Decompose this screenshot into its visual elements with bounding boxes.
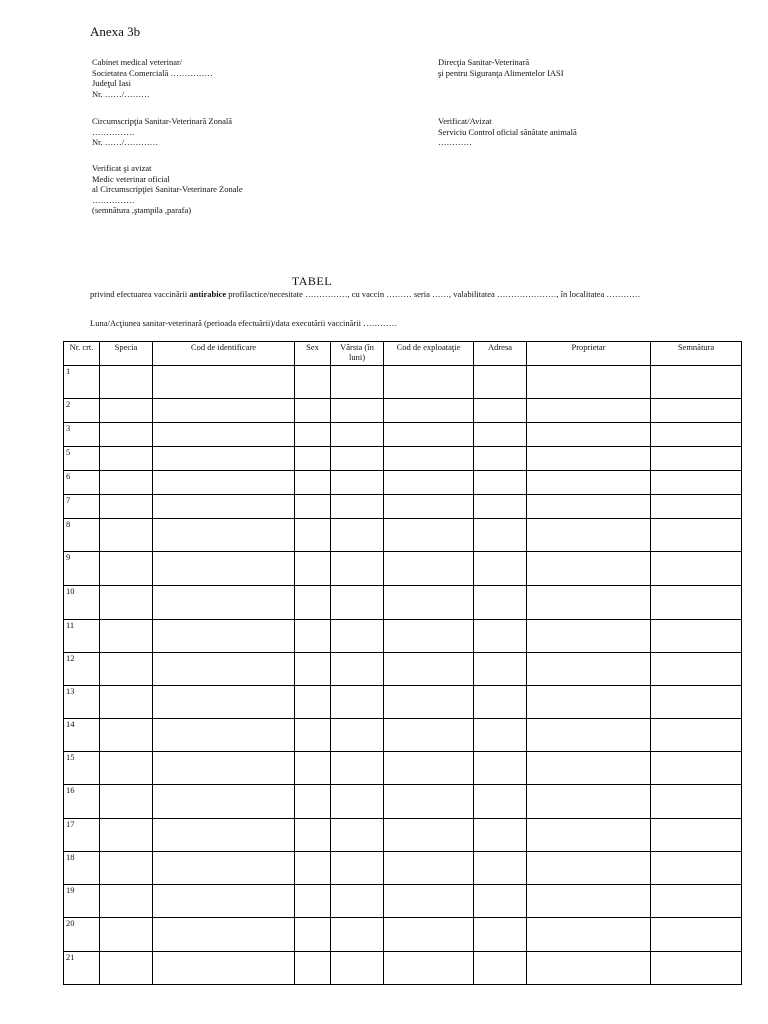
table-cell[interactable] xyxy=(153,952,295,985)
intro-text-bold: antirabice xyxy=(189,289,227,299)
table-row xyxy=(64,447,742,471)
col-header-cod-exploatatie: Cod de exploataţie xyxy=(384,342,474,366)
table-cell[interactable] xyxy=(153,719,295,752)
table-cell[interactable] xyxy=(651,586,742,620)
table-cell[interactable] xyxy=(100,785,153,819)
table-cell[interactable] xyxy=(295,586,331,620)
table-cell[interactable] xyxy=(384,519,474,552)
table-cell[interactable] xyxy=(295,620,331,653)
table-row xyxy=(64,620,742,653)
table-cell[interactable] xyxy=(331,447,384,471)
table-cell[interactable] xyxy=(295,552,331,586)
table-cell[interactable] xyxy=(384,952,474,985)
table-row xyxy=(64,423,742,447)
table-cell[interactable] xyxy=(527,819,651,852)
left-block-circumscriptie xyxy=(92,116,232,148)
row-number-cell: 10 xyxy=(64,586,100,620)
table-cell[interactable] xyxy=(100,819,153,852)
table-cell[interactable] xyxy=(100,399,153,423)
table-cell[interactable] xyxy=(153,752,295,785)
table-cell[interactable] xyxy=(100,495,153,519)
dots-line: ………… xyxy=(438,137,472,147)
nr-line: Nr. ……/……… xyxy=(92,88,150,99)
col-header-nr: Nr. crt. xyxy=(64,342,100,366)
table-cell[interactable] xyxy=(295,752,331,785)
table-cell[interactable] xyxy=(384,686,474,719)
row-number-cell: 20 xyxy=(64,918,100,952)
table-cell[interactable] xyxy=(100,552,153,586)
table-row xyxy=(64,785,742,819)
table-cell[interactable] xyxy=(474,752,527,785)
table-cell[interactable] xyxy=(295,952,331,985)
table-cell[interactable] xyxy=(384,885,474,918)
table-cell[interactable] xyxy=(384,752,474,785)
cabinet-line: Cabinet medical veterinar/ xyxy=(92,57,183,67)
table-row xyxy=(64,399,742,423)
table-cell[interactable] xyxy=(651,918,742,952)
col-header-semnatura: Semnătura xyxy=(651,342,742,366)
table-cell[interactable] xyxy=(527,653,651,686)
table-cell[interactable] xyxy=(527,918,651,952)
row-number-cell: 19 xyxy=(64,885,100,918)
row-number-cell: 12 xyxy=(64,653,100,686)
table-cell[interactable] xyxy=(527,620,651,653)
table-cell[interactable] xyxy=(331,519,384,552)
table-title: TABEL xyxy=(291,274,333,288)
table-cell[interactable] xyxy=(527,885,651,918)
left-block-cabinet xyxy=(92,57,213,99)
table-cell[interactable] xyxy=(331,918,384,952)
table-cell[interactable] xyxy=(153,552,295,586)
col-header-proprietar: Proprietar xyxy=(527,342,651,366)
table-cell[interactable] xyxy=(384,423,474,447)
table-cell[interactable] xyxy=(384,586,474,620)
table-cell[interactable] xyxy=(100,918,153,952)
table-row xyxy=(64,852,742,885)
table-cell[interactable] xyxy=(651,366,742,399)
table-cell[interactable] xyxy=(295,918,331,952)
table-cell[interactable] xyxy=(474,495,527,519)
table-cell[interactable] xyxy=(384,918,474,952)
row-number-cell: 21 xyxy=(64,952,100,985)
row-number-cell: 6 xyxy=(64,471,100,495)
col-header-varsta: Vârsta (în luni) xyxy=(331,342,384,366)
table-cell[interactable] xyxy=(153,653,295,686)
table-cell[interactable] xyxy=(295,519,331,552)
table-cell[interactable] xyxy=(100,586,153,620)
table-cell[interactable] xyxy=(295,686,331,719)
table-cell[interactable] xyxy=(295,423,331,447)
table-cell[interactable] xyxy=(331,852,384,885)
table-cell[interactable] xyxy=(527,785,651,819)
table-cell[interactable] xyxy=(331,885,384,918)
table-row xyxy=(64,719,742,752)
table-cell[interactable] xyxy=(153,620,295,653)
table-cell[interactable] xyxy=(153,819,295,852)
table-cell[interactable] xyxy=(153,399,295,423)
table-cell[interactable] xyxy=(295,852,331,885)
table-cell[interactable] xyxy=(331,653,384,686)
table-cell[interactable] xyxy=(527,471,651,495)
table-cell[interactable] xyxy=(651,785,742,819)
table-cell[interactable] xyxy=(331,952,384,985)
table-cell[interactable] xyxy=(651,952,742,985)
table-cell[interactable] xyxy=(331,552,384,586)
table-cell[interactable] xyxy=(295,471,331,495)
row-number-cell: 18 xyxy=(64,852,100,885)
table-row xyxy=(64,519,742,552)
table-cell[interactable] xyxy=(527,852,651,885)
table-cell[interactable] xyxy=(651,471,742,495)
table-cell[interactable] xyxy=(474,952,527,985)
table-cell[interactable] xyxy=(384,471,474,495)
table-cell[interactable] xyxy=(100,752,153,785)
table-cell[interactable] xyxy=(474,653,527,686)
table-cell[interactable] xyxy=(295,719,331,752)
table-row xyxy=(64,686,742,719)
table-row xyxy=(64,366,742,399)
table-cell[interactable] xyxy=(474,423,527,447)
table-cell[interactable] xyxy=(100,519,153,552)
right-block-verificat xyxy=(438,116,577,148)
table-cell[interactable] xyxy=(474,399,527,423)
vaccination-table xyxy=(63,341,742,985)
table-cell[interactable] xyxy=(651,852,742,885)
table-cell[interactable] xyxy=(384,620,474,653)
table-cell[interactable] xyxy=(331,620,384,653)
table-cell[interactable] xyxy=(384,495,474,519)
col-header-specia: Specia xyxy=(100,342,153,366)
table-cell[interactable] xyxy=(153,495,295,519)
row-number-cell: 2 xyxy=(64,399,100,423)
verificat-avizat-line: Verificat/Avizat xyxy=(438,116,492,126)
table-cell[interactable] xyxy=(331,686,384,719)
right-block-directia xyxy=(438,57,564,78)
table-cell[interactable] xyxy=(474,918,527,952)
table-cell[interactable] xyxy=(153,785,295,819)
row-number-cell: 5 xyxy=(64,447,100,471)
signature-note: (semnătura ,ştampila ,parafa) xyxy=(92,205,192,215)
table-cell[interactable] xyxy=(384,785,474,819)
table-cell[interactable] xyxy=(384,552,474,586)
table-cell[interactable] xyxy=(153,686,295,719)
row-number-cell: 17 xyxy=(64,819,100,852)
table-cell[interactable] xyxy=(100,686,153,719)
table-cell[interactable] xyxy=(153,918,295,952)
table-row xyxy=(64,586,742,620)
table-cell[interactable] xyxy=(527,586,651,620)
table-cell[interactable] xyxy=(651,423,742,447)
table-cell[interactable] xyxy=(153,885,295,918)
siguranta-line: şi pentru Siguranţa Alimentelor IASI xyxy=(438,67,564,78)
table-cell[interactable] xyxy=(384,447,474,471)
table-cell[interactable] xyxy=(474,471,527,495)
col-header-adresa: Adresa xyxy=(474,342,527,366)
table-row xyxy=(64,952,742,985)
dots-line: …………… xyxy=(92,126,135,137)
table-cell[interactable] xyxy=(474,447,527,471)
table-cell[interactable] xyxy=(295,366,331,399)
table-cell[interactable] xyxy=(384,366,474,399)
table-cell[interactable] xyxy=(153,447,295,471)
table-row xyxy=(64,653,742,686)
row-number-cell: 3 xyxy=(64,423,100,447)
table-cell[interactable] xyxy=(527,952,651,985)
table-cell[interactable] xyxy=(651,752,742,785)
row-number-cell: 1 xyxy=(64,366,100,399)
row-number-cell: 14 xyxy=(64,719,100,752)
table-cell[interactable] xyxy=(295,447,331,471)
row-number-cell: 15 xyxy=(64,752,100,785)
serviciu-line: Serviciu Control oficial sănătate animală xyxy=(438,126,577,137)
table-cell[interactable] xyxy=(527,686,651,719)
intro-text-after: profilactice/necesitate ……………, cu vaccin ……… seria ……, valabilitatea …………………, în localitatea ………… xyxy=(226,289,641,299)
table-cell[interactable] xyxy=(331,399,384,423)
table-cell[interactable] xyxy=(474,620,527,653)
table-cell[interactable] xyxy=(527,552,651,586)
row-number-cell: 16 xyxy=(64,785,100,819)
col-header-sex: Sex xyxy=(295,342,331,366)
table-cell[interactable] xyxy=(527,519,651,552)
table-cell[interactable] xyxy=(527,447,651,471)
table-row xyxy=(64,495,742,519)
table-cell[interactable] xyxy=(153,852,295,885)
table-cell[interactable] xyxy=(153,366,295,399)
table-cell[interactable] xyxy=(651,719,742,752)
table-cell[interactable] xyxy=(384,719,474,752)
table-row xyxy=(64,552,742,586)
table-cell[interactable] xyxy=(100,719,153,752)
table-cell[interactable] xyxy=(474,885,527,918)
table-cell[interactable] xyxy=(331,752,384,785)
societate-line: Societatea Comercială …………… xyxy=(92,67,213,78)
luna-line: Luna/Acţiunea sanitar-veterinară (perioada efectuării)/data executării vaccinării ………… xyxy=(90,318,398,328)
table-cell[interactable] xyxy=(474,686,527,719)
table-cell[interactable] xyxy=(331,495,384,519)
table-row xyxy=(64,819,742,852)
table-cell[interactable] xyxy=(331,471,384,495)
table-cell[interactable] xyxy=(100,447,153,471)
judet-line: Judeţul Iasi xyxy=(92,78,131,88)
table-cell[interactable] xyxy=(100,885,153,918)
intro-text-before: privind efectuarea vaccinării xyxy=(90,289,190,299)
table-cell[interactable] xyxy=(651,653,742,686)
row-number-cell: 8 xyxy=(64,519,100,552)
table-cell[interactable] xyxy=(474,552,527,586)
table-cell[interactable] xyxy=(331,719,384,752)
nr-line: Nr. ……/………… xyxy=(92,137,159,147)
table-cell[interactable] xyxy=(331,586,384,620)
table-cell[interactable] xyxy=(153,519,295,552)
row-number-cell: 7 xyxy=(64,495,100,519)
table-cell[interactable] xyxy=(331,819,384,852)
table-cell[interactable] xyxy=(527,752,651,785)
table-cell[interactable] xyxy=(474,586,527,620)
table-cell[interactable] xyxy=(295,653,331,686)
verificat-line: Verificat şi avizat xyxy=(92,163,152,173)
table-cell[interactable] xyxy=(295,785,331,819)
left-block-verificat xyxy=(92,163,243,216)
row-number-cell: 13 xyxy=(64,686,100,719)
table-cell[interactable] xyxy=(651,885,742,918)
table-cell[interactable] xyxy=(295,885,331,918)
table-cell[interactable] xyxy=(384,653,474,686)
circumscriptie-zonale-line: al Circumscripţiei Sanitar-Veterinare Zonale xyxy=(92,184,243,194)
circumscriptie-line: Circumscripţia Sanitar-Veterinară Zonală xyxy=(92,116,233,126)
table-cell[interactable] xyxy=(295,399,331,423)
table-cell[interactable] xyxy=(651,819,742,852)
table-row xyxy=(64,471,742,495)
table-cell[interactable] xyxy=(331,423,384,447)
table-cell[interactable] xyxy=(153,586,295,620)
table-cell[interactable] xyxy=(527,366,651,399)
table-row xyxy=(64,885,742,918)
medic-line: Medic veterinar oficial xyxy=(92,173,170,184)
table-body xyxy=(64,366,742,985)
table-cell[interactable] xyxy=(651,495,742,519)
table-cell[interactable] xyxy=(153,423,295,447)
table-cell[interactable] xyxy=(527,495,651,519)
table-cell[interactable] xyxy=(100,952,153,985)
table-cell[interactable] xyxy=(527,719,651,752)
table-cell[interactable] xyxy=(384,852,474,885)
annex-label: Anexa 3b xyxy=(90,24,141,39)
table-cell[interactable] xyxy=(474,719,527,752)
table-cell[interactable] xyxy=(651,447,742,471)
directia-line: Direcţia Sanitar-Veterinară xyxy=(438,57,530,67)
table-cell[interactable] xyxy=(100,852,153,885)
table-cell[interactable] xyxy=(295,819,331,852)
table-cell[interactable] xyxy=(474,519,527,552)
table-cell[interactable] xyxy=(100,653,153,686)
table-cell[interactable] xyxy=(100,471,153,495)
table-cell[interactable] xyxy=(474,785,527,819)
table-cell[interactable] xyxy=(474,852,527,885)
table-header-row xyxy=(64,342,742,366)
table-cell[interactable] xyxy=(651,686,742,719)
table-cell[interactable] xyxy=(331,366,384,399)
table-cell[interactable] xyxy=(384,399,474,423)
table-cell[interactable] xyxy=(527,399,651,423)
table-cell[interactable] xyxy=(651,519,742,552)
intro-paragraph xyxy=(90,289,690,300)
table-cell[interactable] xyxy=(651,552,742,586)
table-row xyxy=(64,752,742,785)
dots-line: …………… xyxy=(92,194,135,205)
row-number-cell: 11 xyxy=(64,620,100,653)
table-cell[interactable] xyxy=(100,620,153,653)
table-cell[interactable] xyxy=(295,495,331,519)
col-header-cod-identificare: Cod de identificare xyxy=(153,342,295,366)
table-cell[interactable] xyxy=(527,423,651,447)
table-cell[interactable] xyxy=(384,819,474,852)
row-number-cell: 9 xyxy=(64,552,100,586)
table-cell[interactable] xyxy=(651,399,742,423)
table-cell[interactable] xyxy=(651,620,742,653)
table-cell[interactable] xyxy=(331,785,384,819)
table-row xyxy=(64,918,742,952)
table-cell[interactable] xyxy=(100,423,153,447)
table-cell[interactable] xyxy=(474,819,527,852)
table-cell[interactable] xyxy=(474,366,527,399)
table-cell[interactable] xyxy=(153,471,295,495)
table-cell[interactable] xyxy=(100,366,153,399)
